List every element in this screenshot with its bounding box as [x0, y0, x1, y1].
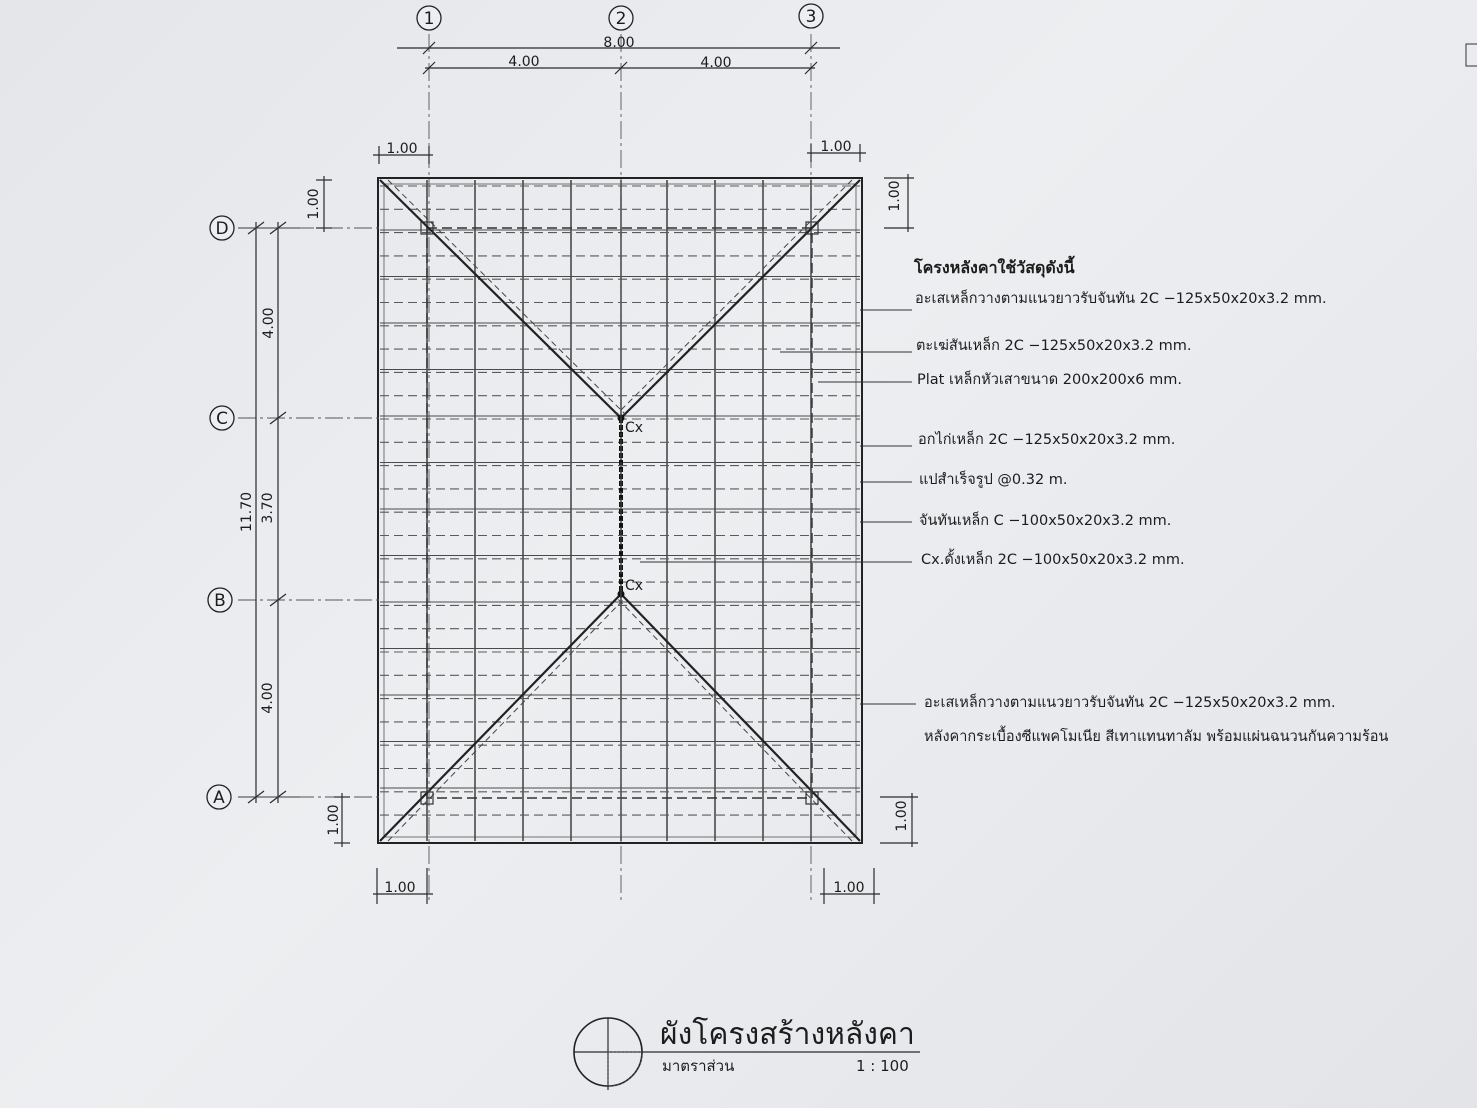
grid-bubble-2-label: 2	[615, 9, 627, 29]
grid-bubble-c-label: C	[216, 409, 228, 429]
purlin-lines	[380, 186, 860, 815]
note-item-4: อกไก่เหล็ก 2C −125x50x20x3.2 mm.	[918, 432, 1176, 448]
grid-bubble-c	[210, 406, 234, 430]
grid-bubble-a	[207, 785, 231, 809]
cx-label-lower: Cx	[625, 578, 644, 594]
hip-rafter-bottom-right	[621, 594, 860, 841]
grid-bubble-3-label: 3	[805, 7, 817, 27]
grid-bubble-d-label: D	[215, 219, 229, 239]
dim-span-b-a: 4.00	[260, 682, 276, 714]
note-item-6: จันทันเหล็ก C −100x50x20x3.2 mm.	[919, 513, 1172, 529]
title-block	[574, 1016, 920, 1090]
cx-label-upper: Cx	[625, 420, 644, 436]
grid-bubble-b-label: B	[214, 591, 226, 611]
hip-rafter-bottom-left	[380, 594, 621, 841]
note-item-1: อะเสเหล็กวางตามแนวยาวรับจันทัน 2C −125x50x20x3.2 mm.	[915, 291, 1327, 307]
grid-bubble-2	[609, 6, 633, 30]
note-item-2: ตะเฆ่สันเหล็ก 2C −125x50x20x3.2 mm.	[916, 338, 1192, 354]
dim-overhang-right-top: 1.00	[887, 180, 903, 212]
note-item-9: หลังคากระเบื้องซีแพคโมเนีย สีเทาแทนทาลัม พร้อมแผ่นฉนวนกันความร้อน	[924, 729, 1389, 745]
grid-bubble-1-label: 1	[423, 9, 435, 29]
grid-bubble-a-label: A	[213, 788, 225, 808]
dimension-lines	[238, 35, 918, 904]
grid-bubble-b	[208, 588, 232, 612]
sheet-corner-mark	[1466, 44, 1477, 66]
dim-span-d-c: 4.00	[261, 307, 277, 339]
note-item-8: อะเสเหล็กวางตามแนวยาวรับจันทัน 2C −125x50x20x3.2 mm.	[924, 695, 1336, 711]
notes-title: โครงหลังคาใช้วัสดุดังนี้	[914, 258, 1075, 277]
note-item-5: แปสำเร็จรูป @0.32 m.	[919, 472, 1068, 488]
scale-value: 1 : 100	[856, 1057, 909, 1075]
dim-overhang-bottom-left: 1.00	[384, 880, 416, 896]
roof-plan	[378, 178, 862, 843]
dim-bay-1-2: 4.00	[508, 54, 540, 70]
note-item-3: Plat เหล็กหัวเสาขนาด 200x200x6 mm.	[917, 372, 1182, 388]
hip-rafter-top-left-inner	[388, 180, 625, 414]
dim-overhang-bottom-right: 1.00	[833, 880, 865, 896]
material-notes	[913, 255, 1388, 745]
dim-overall-width: 8.00	[603, 35, 635, 51]
scale-label: มาตราส่วน	[662, 1057, 735, 1075]
dim-overall-length: 11.70	[239, 491, 255, 533]
dim-bay-2-3: 4.00	[700, 55, 732, 71]
note-item-7: Cx.ดั้งเหล็ก 2C −100x50x20x3.2 mm.	[921, 552, 1185, 568]
dim-overhang-right-bottom: 1.00	[894, 800, 910, 832]
dim-overhang-left-bottom: 1.00	[326, 804, 342, 836]
grid-lines	[238, 34, 811, 900]
grid-bubble-1	[417, 6, 441, 30]
hip-rafter-top-left	[380, 180, 621, 418]
hip-rafter-top-right-inner	[617, 180, 852, 414]
dim-overhang-left-top: 1.00	[306, 188, 322, 220]
grid-bubble-3	[799, 4, 823, 28]
dim-span-c-b: 3.70	[260, 492, 276, 524]
grid-bubble-d	[210, 216, 234, 240]
grid-bubbles	[207, 4, 823, 809]
drawing-title: ผังโครงสร้างหลังคา	[660, 1017, 915, 1052]
dim-overhang-top-left: 1.00	[386, 141, 418, 157]
dim-overhang-top-right: 1.00	[820, 139, 852, 155]
